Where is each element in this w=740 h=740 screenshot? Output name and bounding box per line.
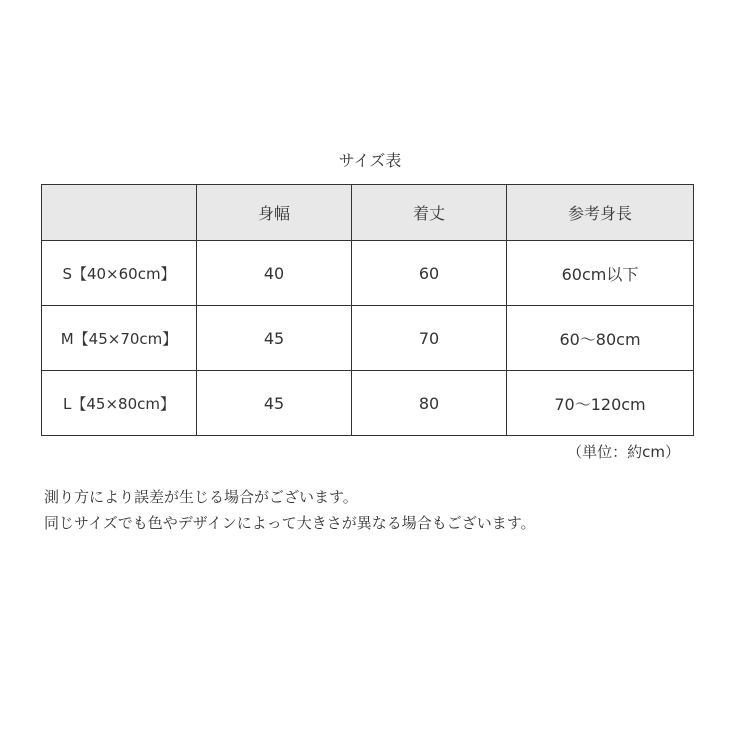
- header-body-width: 身幅: [197, 185, 352, 241]
- note-line: 同じサイズでも色やデザインによって大きさが異なる場合もございます。: [44, 514, 536, 532]
- size-label: S【40×60cm】: [42, 241, 197, 306]
- size-label: M【45×70cm】: [42, 306, 197, 371]
- table-row: [42, 371, 694, 436]
- size-table: [41, 184, 694, 436]
- body-length-value: 70: [352, 306, 507, 371]
- note-line: 測り方により誤差が生じる場合がございます。: [44, 488, 358, 506]
- header-body-length: 着丈: [352, 185, 507, 241]
- page-title: サイズ表: [338, 151, 402, 170]
- size-label: L【45×80cm】: [42, 371, 197, 436]
- notes-block: [44, 484, 536, 536]
- reference-height-value: 70〜120cm: [507, 371, 694, 436]
- body-width-value: 45: [197, 371, 352, 436]
- table-row: [42, 241, 694, 306]
- reference-height-value: 60cm以下: [507, 241, 694, 306]
- body-width-value: 45: [197, 306, 352, 371]
- header-reference-height: 参考身長: [507, 185, 694, 241]
- header-empty-cell: [42, 185, 197, 241]
- unit-note: （単位：約cm）: [567, 443, 680, 461]
- reference-height-value: 60〜80cm: [507, 306, 694, 371]
- body-length-value: 80: [352, 371, 507, 436]
- body-length-value: 60: [352, 241, 507, 306]
- body-width-value: 40: [197, 241, 352, 306]
- table-row: [42, 306, 694, 371]
- table-header-row: [42, 185, 694, 241]
